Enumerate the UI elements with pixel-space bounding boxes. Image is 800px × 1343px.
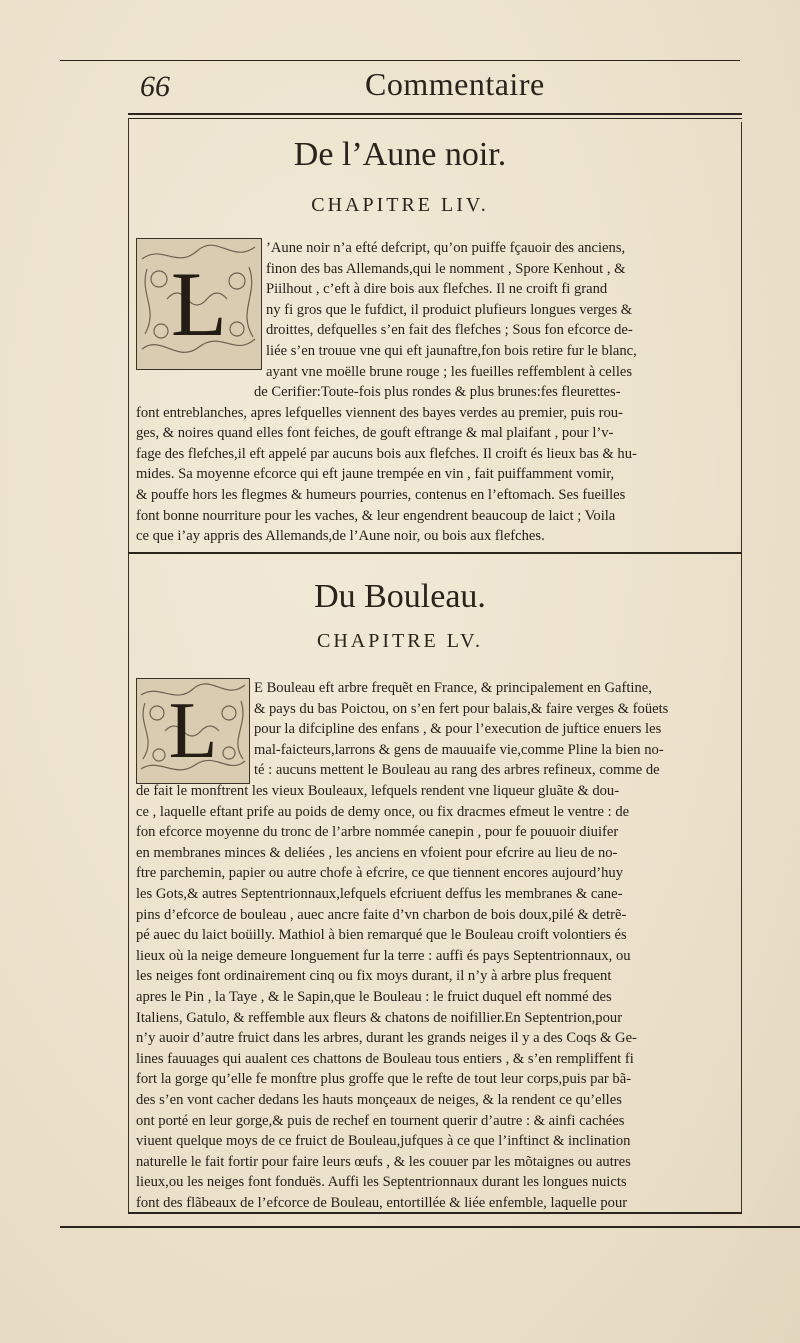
paragraph-bouleau-beside-initial [254,678,736,781]
text-line: naturelle le fait fortir pour faire leurs œufs , & les couuer par les mõtaignes ou autres [136,1153,631,1170]
paragraph-aune-beside-initial [266,238,736,382]
text-line: lieux où la neige demeure longuement fur la terre : auffi és pays Septentrionnaux, ou [136,947,631,964]
text-line: lines fauuages qui aualent ces chattons de Bouleau tous entiers , & s’en rempliffent fi [136,1050,634,1067]
text-line: les Gots,& autres Septentrionnaux,lefquels efcriuent deffus les membranes & cane- [136,885,623,902]
text-line: mal-faicteurs,larrons & gens de mauuaife vie,comme Pline la bien no- [254,741,664,758]
ornate-initial-L-1 [136,238,262,370]
chapter-label-lv: CHAPITRE LV. [316,630,484,652]
header-rule-thin [128,118,742,119]
chapter-label-liv: CHAPITRE LIV. [311,194,489,216]
text-line: & pouffe hors les flegmes & humeurs pourries, contenus en l’eftomach. Ses fueilles [136,486,626,503]
text-line: ce que i’ay appris des Allemands,de l’Aune noir, ou bois aux flefches. [136,528,545,545]
running-title: Commentaire [365,66,545,102]
text-line: pins d’efcorce de bouleau , auec ancre faite d’vn charbon de bois doux,pilé & detrẽ- [136,906,627,923]
text-line: Piilhout , c’eft à dire bois aux flefches. Il ne croift fi grand [266,281,608,298]
text-line: pé auec du laict boüilly. Mathiol à bien remarqué que le Bouleau croift volontiers és [136,927,627,944]
section-title-bouleau: Du Bouleau. [314,578,486,615]
text-line: droittes, defquelles s’en fait des flefches ; Sous fon efcorce de- [266,322,633,339]
text-line: ayant vne moëlle brune rouge ; les fueilles reffemblent à celles [266,363,633,380]
text-line: font des flãbeaux de l’efcorce de Bouleau, entortillée & liée enfemble, laquelle pour [136,1194,628,1211]
text-line: lieux,ou les neiges font fonduës. Auffi les Septentrionnaux durant les longues nuicts [136,1174,627,1191]
text-line: té : aucuns mettent le Bouleau au rang des arbres refineux, comme de [254,762,660,779]
section-title-aune-noir: De l’Aune noir. [293,136,507,173]
text-line: ftre parchemin, papier ou autre chofe à efcrire, ce que tiennent encores aujourd’huy [136,865,624,882]
text-line: viuent quelque moys de ce fruict de Bouleau,jufques à ce que l’inftinct & inclination [136,1133,631,1150]
text-line: finon des bas Allemands,qui le nomment , Spore Kenhout , & [266,260,626,277]
paragraph-bouleau-full [136,781,736,1213]
bottom-rule [128,1212,742,1214]
text-line: mides. Sa moyenne efcorce qui eft jaune trempée en vin , fait puiffamment vomir, [136,466,615,483]
text-line: les neiges font ordinairement cinq ou fix moys durant, il n’y à arbre plus frequent [136,968,612,985]
text-line: pour la difcipline des enfans , & pour l’execution de juftice enuers les [254,721,662,738]
text-line: fon efcorce moyenne du tronc de l’arbre nommée canepin , pour fe pouuoir diuifer [136,824,619,841]
text-line: ny fi gros que le fufdict, il produict plufieurs longues verges & [266,301,633,318]
text-line: & pays du bas Poictou, on s’en fert pour balais,& faire verges & foüets [254,700,669,717]
text-line: fage des flefches,il eft appelé par aucuns bois aux flefches. Il croift és lieux bas & hu- [136,445,637,462]
page-number: 66 [140,70,170,103]
header-rule [128,113,742,115]
text-line: Italiens, Gatulo, & reffemble aux fleurs & chatons de noifillier.En Septentrion,pour [136,1009,623,1026]
text-line: apres le Pin , la Taye , & le Sapin,que le Bouleau : le fruict duquel eft nommé des [136,988,612,1005]
text-line: de Cerifier:Toute-fois plus rondes & plus brunes:fes fleurettes- [254,384,621,400]
text-line: ont porté en leur gorge,& puis de rechef en tournent querir d’autre : & ainfi cachées [136,1112,625,1129]
frame-left-border [128,118,129,1213]
text-line: en membranes minces & deliées , les anciens en vfoient pour efcrire au lieu de no- [136,844,618,861]
text-line: liée s’en trouue vne qui eft jaunaftre,fon bois retire fur le blanc, [266,342,637,359]
text-line: n’y auoir d’autre fruict dans les arbres, durant les grands neiges il y a des Coqs & Ge- [136,1030,637,1047]
text-line: de fait le monftrent les vieux Bouleaux, lefquels rendent vne liqueur gluãte & dou- [136,783,620,799]
initial-letter: L [168,686,218,775]
section-divider-rule [128,552,742,554]
text-line: des s’en vont cacher dedans les hauts monçeaux de neiges, & la rendent ce qu’elles [136,1091,622,1108]
initial-letter: L [170,253,228,355]
text-line: E Bouleau eft arbre frequẽt en France, & principalement en Gaftine, [254,680,652,696]
text-line: ’Aune noir n’a efté defcript, qu’on puiffe fçauoir des anciens, [266,240,626,256]
bottom-border-rule [60,1226,800,1228]
text-line: ce , laquelle eftant prife au poids de demy once, ou fix dracmes efmeut le ventre : de [136,803,630,820]
text-line: font entreblanches, apres lefquelles viennent des bayes verdes au premier, puis rou- [136,404,623,421]
paragraph-aune-full [136,382,736,547]
frame-right-border [741,122,742,1212]
text-line: font bonne nourriture pour les vaches, & leur engendrent beaucoup de laict ; Voila [136,507,616,524]
text-line: ges, & noires quand elles font feiches, de gouft eftrange & mal plaifant , pour l’v- [136,425,614,442]
ornate-initial-L-2 [136,678,250,784]
top-border-rule [60,60,740,61]
text-line: fort la gorge qu’elle fe monftre plus groffe que le refte de tout leur corps,puis par bã- [136,1071,632,1088]
